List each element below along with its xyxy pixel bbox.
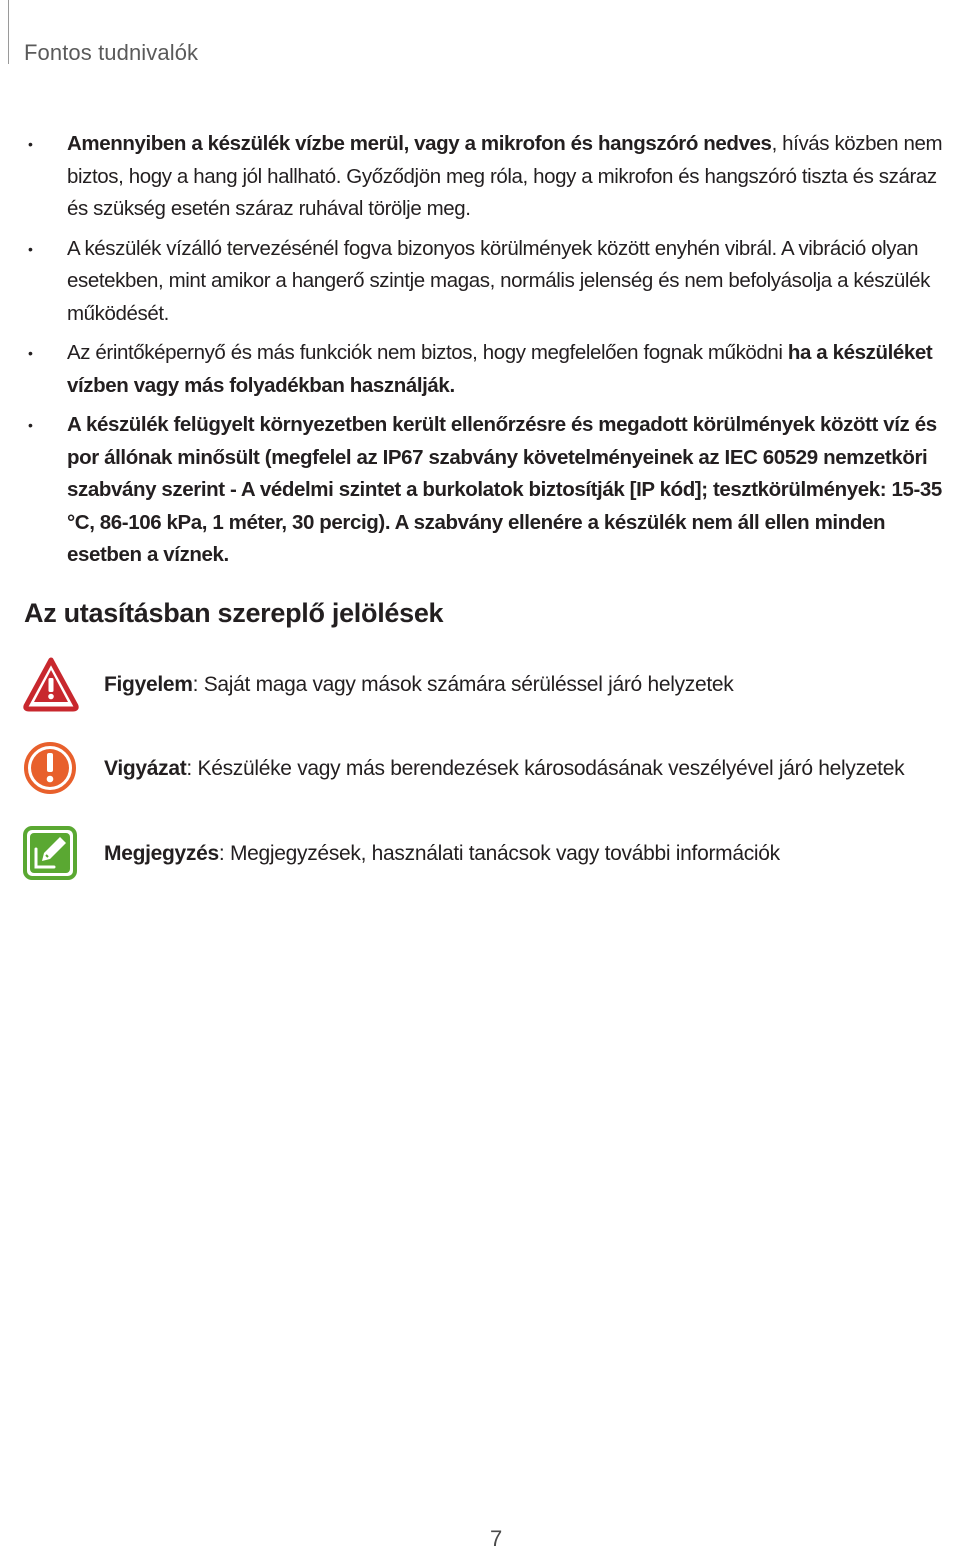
- notice-warning-description: : Saját maga vagy mások számára sérüléssel járó helyzetek: [192, 673, 734, 696]
- notice-warning-text: [104, 656, 733, 714]
- bullet-item: [0, 337, 960, 402]
- notice-caution-label: Vigyázat: [104, 757, 187, 780]
- note-pencil-icon: [22, 825, 80, 883]
- bullet-item: [0, 233, 960, 331]
- notice-note-text: [104, 825, 780, 883]
- notice-warning: [22, 656, 952, 716]
- bullet-marker: •: [28, 240, 33, 257]
- bullet-marker: •: [28, 345, 33, 361]
- page-header-title: Fontos tudnivalók: [24, 40, 199, 65]
- bullet-bold-lead: A készülék felügyelt környezetben került ellenőrzésre és megadott körülmények között víz és por állónak minősült (megfelel az IP67 szabvány követelményeinek az IEC 60529 nemzetköri szabvány szerint - A védelmi szintet a burkolatok biztosítják [IP kód]; tesztkörülmények: 15-35 °C, 86-106 kPa, 1 méter, 30 percig). A szabvány ellenére a készülék nem áll ellen minden esetben a víznek.: [67, 413, 942, 566]
- bullet-text: , hívás közben nem biztos, hogy a hang jól hallható. Győződjön meg róla, hogy a mikrofon és hangszóró tiszta és száraz és szükség esetén száraz ruhával törölje meg.: [67, 132, 943, 220]
- notice-note: [22, 825, 952, 885]
- notice-caution-description: : Készüléke vagy más berendezések károsodásának veszélyével járó helyzetek: [186, 757, 905, 780]
- bullet-bold-lead: Amennyiben a készülék vízbe merül, vagy a mikrofon és hangszóró nedves: [67, 132, 772, 155]
- notice-warning-label: Figyelem: [104, 673, 193, 696]
- notice-note-description: : Megjegyzések, használati tanácsok vagy további információk: [218, 842, 780, 865]
- bullet-marker: •: [28, 136, 33, 152]
- header-divider: [8, 0, 9, 64]
- page-number: 7: [490, 1526, 503, 1551]
- notice-caution: [22, 740, 952, 800]
- bullet-item: [0, 128, 960, 226]
- warning-triangle-icon: [22, 656, 80, 714]
- bullet-bold-tail: ha a készüléket vízben vagy más folyadékban használják.: [67, 341, 933, 397]
- bullet-item: [0, 409, 960, 572]
- bullet-text: Az érintőképernyő és más funkciók nem biztos, hogy megfelelően fognak működni: [67, 341, 788, 364]
- section-heading: Az utasításban szereplő jelölések: [24, 598, 444, 628]
- bullet-marker: •: [28, 417, 33, 433]
- bullet-list: [0, 128, 960, 579]
- notice-caution-text: [104, 740, 904, 798]
- bullet-text: A készülék vízálló tervezésénél fogva bizonyos körülmények között enyhén vibrál. A vibráció olyan esetekben, mint amikor a hangerő szintje magas, normális jelenség és nem befolyásolja a készülék működését.: [67, 236, 930, 325]
- caution-circle-icon: [22, 740, 80, 798]
- notice-note-label: Megjegyzés: [104, 842, 219, 865]
